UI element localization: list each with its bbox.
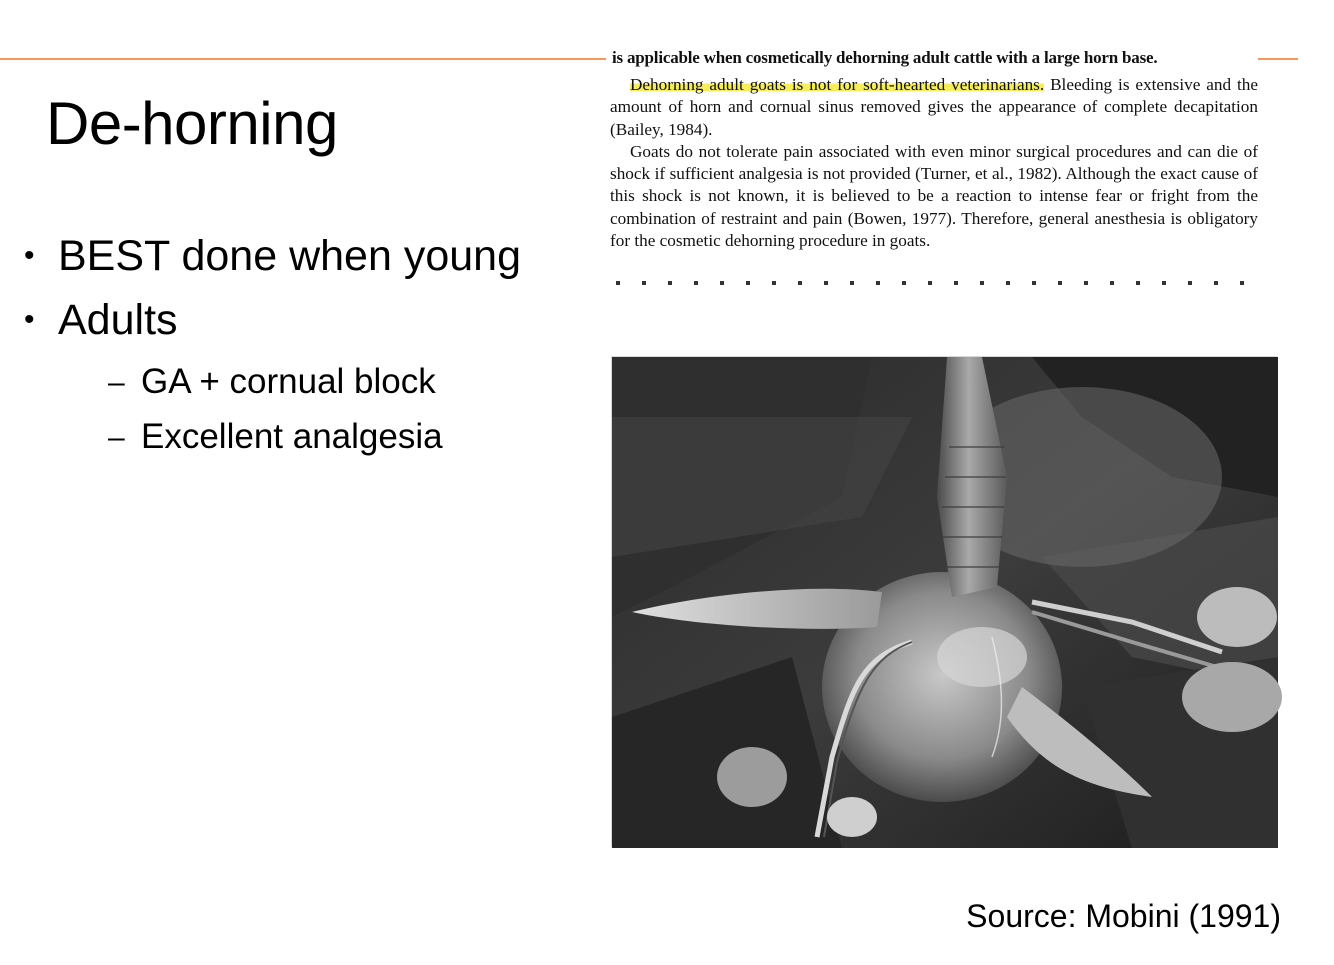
slide-title: De-horning bbox=[46, 90, 338, 157]
sub-bullet-text: Excellent analgesia bbox=[141, 417, 443, 456]
excerpt-paragraph bbox=[610, 74, 1258, 141]
dash-bullet-icon: – bbox=[108, 421, 125, 454]
bullet-list bbox=[24, 228, 584, 470]
dash-bullet-icon: – bbox=[108, 366, 125, 399]
highlighted-sentence: Dehorning adult goats is not for soft-hearted veterinarians. bbox=[630, 75, 1045, 94]
excerpt-cropped-line: is applicable when cosmetically dehorning adult cattle with a large horn base. bbox=[612, 48, 1158, 67]
bullet-text: BEST done when young bbox=[58, 232, 521, 280]
bullet-dot-icon: • bbox=[24, 303, 35, 336]
bullet-text: Adults bbox=[58, 296, 178, 344]
bullet-dot-icon: • bbox=[24, 239, 35, 272]
sub-bullet-text: GA + cornual block bbox=[141, 362, 436, 401]
excerpt-text: Bleeding is extensive and the amount of horn and cornual sinus removed gives the appearance of complete decapitation (Bailey, 1984). bbox=[610, 75, 1258, 139]
excerpt-body bbox=[610, 74, 1258, 252]
excerpt-paragraph: Goats do not tolerate pain associated with even minor surgical procedures and can die of shock if sufficient analgesia is not provided (Turner, et al., 1982). Although the exact cause of this shock is not known, it is believed to be a reaction to intense fear or fright from the combination of restraint and pain (Bowen, 1977). Therefore, general anesthesia is obligatory for the cosmetic dehorning procedure in goats. bbox=[610, 141, 1258, 251]
excerpt-cropped-bottom-line bbox=[616, 276, 1256, 284]
text-excerpt-image bbox=[606, 48, 1258, 284]
bullet-item bbox=[24, 292, 584, 356]
bullet-item bbox=[24, 228, 584, 292]
sub-bullet-list bbox=[24, 360, 584, 470]
sub-bullet-item bbox=[24, 360, 584, 415]
dehorning-surgery-photo bbox=[611, 356, 1277, 847]
sub-bullet-item bbox=[24, 415, 584, 470]
source-citation: Source: Mobini (1991) bbox=[966, 898, 1281, 934]
